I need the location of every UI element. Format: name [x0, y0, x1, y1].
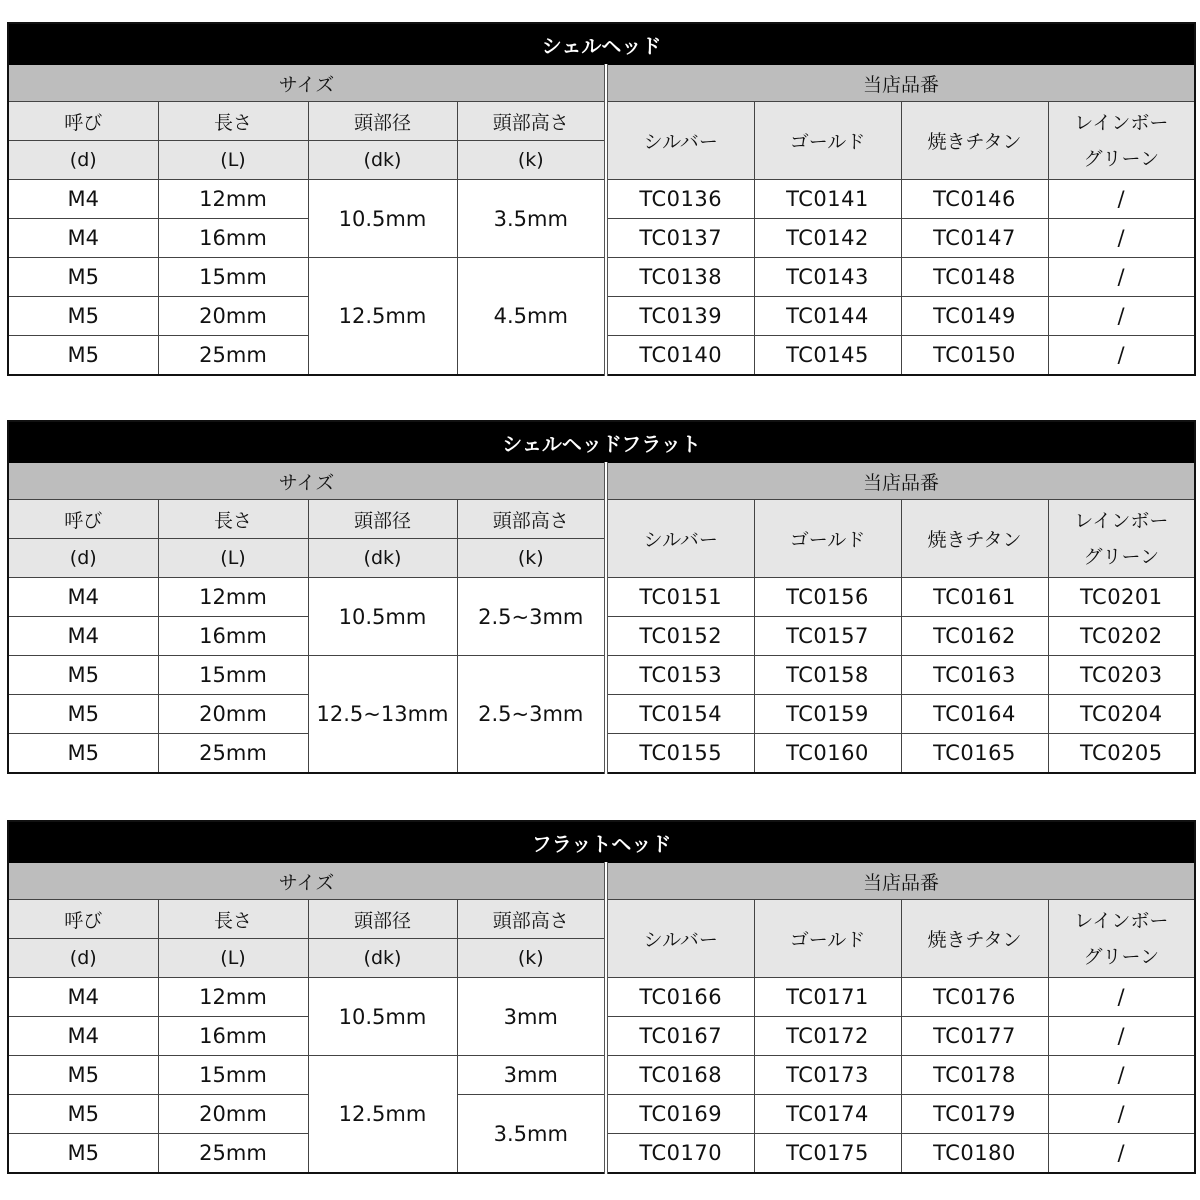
cell-silver: TC0137 [606, 219, 754, 258]
cell-rainbow: / [1048, 297, 1195, 336]
group-code-header: 当店品番 [606, 463, 1195, 500]
table-row [8, 656, 1195, 695]
col-rainbow-line2: グリーン [1083, 945, 1160, 968]
cell-dk: 10.5mm [308, 578, 457, 656]
col-head-diameter: 頭部径 [308, 102, 457, 141]
col-rainbow-line1: レインボー [1074, 909, 1169, 932]
cell-silver: TC0136 [606, 180, 754, 219]
cell-length: 15mm [158, 258, 308, 297]
cell-burnt: TC0150 [901, 336, 1048, 376]
cell-length: 25mm [158, 1134, 308, 1174]
cell-silver: TC0139 [606, 297, 754, 336]
cell-dk: 10.5mm [308, 180, 457, 258]
col-rainbow-green [1048, 500, 1195, 578]
cell-gold: TC0175 [754, 1134, 901, 1174]
col-yobi: 呼び [8, 500, 158, 539]
col-gold: ゴールド [754, 900, 901, 978]
table-row [8, 180, 1195, 219]
cell-d: M5 [8, 1134, 158, 1174]
col-length-sub: (L) [158, 939, 308, 978]
col-rainbow-green [1048, 102, 1195, 180]
cell-length: 20mm [158, 695, 308, 734]
col-burnt-titanium: 焼きチタン [901, 102, 1048, 180]
cell-gold: TC0160 [754, 734, 901, 774]
cell-gold: TC0143 [754, 258, 901, 297]
col-burnt-titanium: 焼きチタン [901, 500, 1048, 578]
table-row [8, 1095, 1195, 1134]
cell-k: 3.5mm [457, 1095, 606, 1174]
cell-gold: TC0174 [754, 1095, 901, 1134]
cell-rainbow: / [1048, 336, 1195, 376]
col-head-diameter: 頭部径 [308, 500, 457, 539]
cell-rainbow: / [1048, 1134, 1195, 1174]
cell-rainbow: / [1048, 978, 1195, 1017]
col-gold: ゴールド [754, 102, 901, 180]
cell-gold: TC0142 [754, 219, 901, 258]
col-yobi-sub: (d) [8, 141, 158, 180]
cell-burnt: TC0163 [901, 656, 1048, 695]
cell-d: M5 [8, 734, 158, 774]
cell-silver: TC0166 [606, 978, 754, 1017]
cell-dk: 12.5mm [308, 1056, 457, 1174]
cell-d: M5 [8, 258, 158, 297]
col-head-height: 頭部高さ [457, 102, 606, 141]
cell-length: 16mm [158, 1017, 308, 1056]
cell-length: 15mm [158, 1056, 308, 1095]
cell-d: M4 [8, 180, 158, 219]
cell-gold: TC0141 [754, 180, 901, 219]
cell-length: 15mm [158, 656, 308, 695]
group-size-header: サイズ [8, 463, 606, 500]
cell-silver: TC0140 [606, 336, 754, 376]
cell-silver: TC0154 [606, 695, 754, 734]
cell-rainbow: TC0205 [1048, 734, 1195, 774]
cell-burnt: TC0165 [901, 734, 1048, 774]
table-title: フラットヘッド [8, 821, 1195, 863]
group-size-header: サイズ [8, 65, 606, 102]
cell-rainbow: TC0204 [1048, 695, 1195, 734]
cell-burnt: TC0161 [901, 578, 1048, 617]
cell-gold: TC0145 [754, 336, 901, 376]
cell-burnt: TC0176 [901, 978, 1048, 1017]
cell-k: 2.5~3mm [457, 656, 606, 774]
cell-rainbow: TC0201 [1048, 578, 1195, 617]
cell-gold: TC0173 [754, 1056, 901, 1095]
col-length: 長さ [158, 900, 308, 939]
group-code-header: 当店品番 [606, 863, 1195, 900]
col-head-height-sub: (k) [457, 539, 606, 578]
cell-d: M4 [8, 578, 158, 617]
cell-burnt: TC0149 [901, 297, 1048, 336]
col-burnt-titanium: 焼きチタン [901, 900, 1048, 978]
col-head-height-sub: (k) [457, 939, 606, 978]
cell-length: 12mm [158, 978, 308, 1017]
col-rainbow-line2: グリーン [1083, 147, 1160, 170]
col-rainbow-line1: レインボー [1074, 111, 1169, 134]
cell-d: M5 [8, 1095, 158, 1134]
col-gold: ゴールド [754, 500, 901, 578]
cell-burnt: TC0179 [901, 1095, 1048, 1134]
table-title: シェルヘッドフラット [8, 421, 1195, 463]
cell-d: M4 [8, 219, 158, 258]
cell-length: 20mm [158, 297, 308, 336]
col-head-diameter-sub: (dk) [308, 539, 457, 578]
col-length: 長さ [158, 500, 308, 539]
col-length: 長さ [158, 102, 308, 141]
table-row [8, 1056, 1195, 1095]
cell-k: 3mm [457, 978, 606, 1056]
cell-d: M4 [8, 617, 158, 656]
col-rainbow-line2: グリーン [1083, 545, 1160, 568]
group-size-header: サイズ [8, 863, 606, 900]
cell-dk: 10.5mm [308, 978, 457, 1056]
cell-burnt: TC0177 [901, 1017, 1048, 1056]
cell-silver: TC0169 [606, 1095, 754, 1134]
col-head-height-sub: (k) [457, 141, 606, 180]
cell-k: 4.5mm [457, 258, 606, 376]
cell-length: 25mm [158, 734, 308, 774]
cell-rainbow: / [1048, 1095, 1195, 1134]
col-length-sub: (L) [158, 539, 308, 578]
cell-length: 20mm [158, 1095, 308, 1134]
table-row [8, 258, 1195, 297]
cell-rainbow: TC0203 [1048, 656, 1195, 695]
col-rainbow-line1: レインボー [1074, 509, 1169, 532]
cell-rainbow: / [1048, 180, 1195, 219]
col-head-diameter-sub: (dk) [308, 939, 457, 978]
col-head-height: 頭部高さ [457, 500, 606, 539]
cell-burnt: TC0148 [901, 258, 1048, 297]
col-head-diameter: 頭部径 [308, 900, 457, 939]
cell-silver: TC0152 [606, 617, 754, 656]
cell-gold: TC0157 [754, 617, 901, 656]
col-head-diameter-sub: (dk) [308, 141, 457, 180]
col-silver: シルバー [606, 900, 754, 978]
cell-burnt: TC0147 [901, 219, 1048, 258]
cell-dk: 12.5~13mm [308, 656, 457, 774]
col-silver: シルバー [606, 500, 754, 578]
table-row [8, 978, 1195, 1017]
cell-burnt: TC0180 [901, 1134, 1048, 1174]
cell-silver: TC0168 [606, 1056, 754, 1095]
cell-rainbow: TC0202 [1048, 617, 1195, 656]
cell-gold: TC0144 [754, 297, 901, 336]
cell-k: 3.5mm [457, 180, 606, 258]
cell-length: 25mm [158, 336, 308, 376]
cell-burnt: TC0146 [901, 180, 1048, 219]
cell-silver: TC0151 [606, 578, 754, 617]
cell-length: 16mm [158, 219, 308, 258]
cell-silver: TC0170 [606, 1134, 754, 1174]
cell-gold: TC0172 [754, 1017, 901, 1056]
col-yobi: 呼び [8, 102, 158, 141]
cell-d: M5 [8, 695, 158, 734]
spec-table-flat-head [7, 820, 1196, 1174]
cell-k: 3mm [457, 1056, 606, 1095]
cell-burnt: TC0178 [901, 1056, 1048, 1095]
cell-dk: 12.5mm [308, 258, 457, 376]
col-rainbow-green [1048, 900, 1195, 978]
cell-k: 2.5~3mm [457, 578, 606, 656]
cell-gold: TC0156 [754, 578, 901, 617]
cell-length: 12mm [158, 578, 308, 617]
cell-d: M5 [8, 297, 158, 336]
cell-d: M5 [8, 656, 158, 695]
col-yobi-sub: (d) [8, 939, 158, 978]
cell-gold: TC0171 [754, 978, 901, 1017]
cell-gold: TC0159 [754, 695, 901, 734]
cell-burnt: TC0164 [901, 695, 1048, 734]
cell-rainbow: / [1048, 258, 1195, 297]
col-yobi-sub: (d) [8, 539, 158, 578]
cell-length: 12mm [158, 180, 308, 219]
cell-rainbow: / [1048, 1017, 1195, 1056]
col-length-sub: (L) [158, 141, 308, 180]
cell-d: M5 [8, 336, 158, 376]
cell-silver: TC0153 [606, 656, 754, 695]
col-yobi: 呼び [8, 900, 158, 939]
col-silver: シルバー [606, 102, 754, 180]
spec-table-shell-head [7, 22, 1196, 376]
cell-d: M4 [8, 978, 158, 1017]
cell-silver: TC0138 [606, 258, 754, 297]
cell-rainbow: / [1048, 219, 1195, 258]
group-code-header: 当店品番 [606, 65, 1195, 102]
table-row [8, 578, 1195, 617]
cell-d: M5 [8, 1056, 158, 1095]
cell-silver: TC0167 [606, 1017, 754, 1056]
spec-table-shell-head-flat [7, 420, 1196, 774]
table-title: シェルヘッド [8, 23, 1195, 65]
cell-gold: TC0158 [754, 656, 901, 695]
cell-silver: TC0155 [606, 734, 754, 774]
cell-burnt: TC0162 [901, 617, 1048, 656]
col-head-height: 頭部高さ [457, 900, 606, 939]
cell-d: M4 [8, 1017, 158, 1056]
cell-rainbow: / [1048, 1056, 1195, 1095]
cell-length: 16mm [158, 617, 308, 656]
